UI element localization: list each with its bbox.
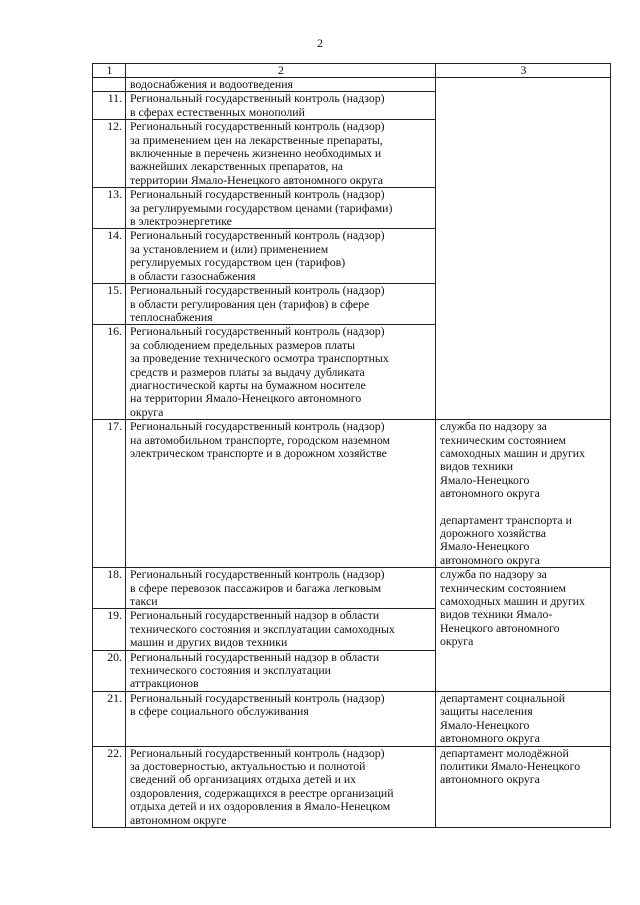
row-number: 14. (93, 229, 126, 284)
row-description: Региональный государственный контроль (надзор) в области регулирования цен (тарифов) в сфере теплоснабжения (126, 284, 436, 325)
table-row (93, 568, 611, 609)
table-row (93, 78, 611, 92)
table-row (93, 691, 611, 746)
row-number (93, 78, 126, 92)
row-description: Региональный государственный контроль (надзор) в сфере социального обслуживания (126, 691, 436, 746)
table-row (93, 420, 611, 568)
continuation-text: водоснабжения и водоотведения (126, 78, 436, 92)
row-description: Региональный государственный контроль (надзор) за соблюдением предельных размеров платы за проведение технического осмотра транспортных средств и размеров платы за выдачу дубликата диагностической карты на бумажном носителе на территории Ямало-Ненецкого автономного округа (126, 325, 436, 420)
table-header-row (93, 64, 611, 78)
authority-cell: служба по надзору за техническим состоянием самоходных машин и других видов техники Ямало-Ненецкого автономного округа департамент транспорта и дорожного хозяйства Ямало-Ненецкого автономного округа (436, 420, 611, 568)
authorities-table (92, 63, 611, 828)
authority-cell: департамент молодёжной политики Ямало-Ненецкого автономного округа (436, 746, 611, 827)
table-row (93, 746, 611, 827)
header-col-3: 3 (436, 64, 611, 78)
row-description: Региональный государственный контроль (надзор) в сферах естественных монополий (126, 92, 436, 120)
row-number: 17. (93, 420, 126, 568)
row-number: 18. (93, 568, 126, 609)
page-number: 2 (317, 36, 323, 50)
row-description: Региональный государственный надзор в области технического состояния и эксплуатации аттракционов (126, 650, 436, 691)
authority-cell: служба по надзору за техническим состоянием самоходных машин и других видов техники Ямало- Ненецкого автономного округа (436, 568, 611, 692)
row-description: Региональный государственный контроль (надзор) на автомобильном транспорте, городском наземном электрическом транспорте и в дорожном хозяйстве (126, 420, 436, 568)
row-number: 13. (93, 188, 126, 229)
row-number: 22. (93, 746, 126, 827)
row-number: 19. (93, 609, 126, 650)
row-description: Региональный государственный надзор в области технического состояния и эксплуатации самоходных машин и других видов техники (126, 609, 436, 650)
row-description: Региональный государственный контроль (надзор) за установлением и (или) применением регулируемых государством цен (тарифов) в области газоснабжения (126, 229, 436, 284)
authority-cell: департамент социальной защиты населения Ямало-Ненецкого автономного округа (436, 691, 611, 746)
authority-cell (436, 78, 611, 420)
row-number: 21. (93, 691, 126, 746)
header-col-1: 1 (93, 64, 126, 78)
row-number: 15. (93, 284, 126, 325)
row-description: Региональный государственный контроль (надзор) за применением цен на лекарственные препараты, включенные в перечень жизненно необходимых и важнейших лекарственных препаратов, на территории Ямало-Ненецкого автономного округа (126, 120, 436, 188)
row-description: Региональный государственный контроль (надзор) за достоверностью, актуальностью и полнотой сведений об организациях отдыха детей и их оздоровления, содержащихся в реестре организаций отдыха детей и их оздоровления в Ямало-Ненецком автономном округе (126, 746, 436, 827)
row-description: Региональный государственный контроль (надзор) в сфере перевозок пассажиров и багажа легковым такси (126, 568, 436, 609)
row-number: 16. (93, 325, 126, 420)
header-col-2: 2 (126, 64, 436, 78)
row-number: 11. (93, 92, 126, 120)
row-number: 20. (93, 650, 126, 691)
row-number: 12. (93, 120, 126, 188)
row-description: Региональный государственный контроль (надзор) за регулируемыми государством ценами (тарифами) в электроэнергетике (126, 188, 436, 229)
